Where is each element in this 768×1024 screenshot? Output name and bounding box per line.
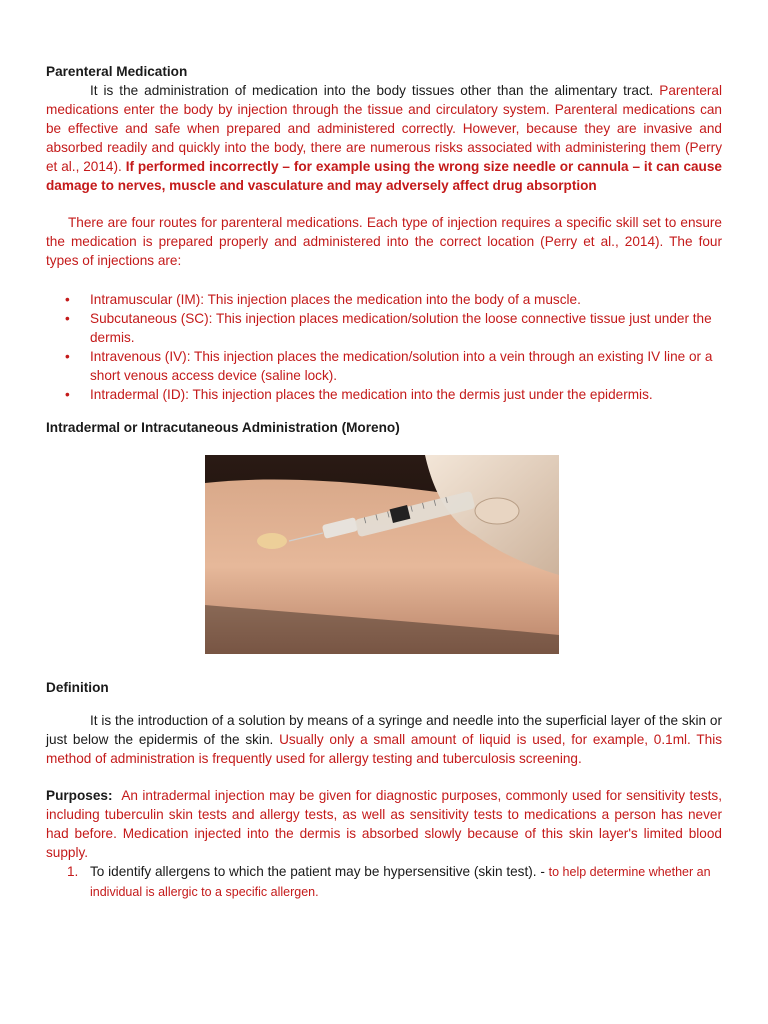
purposes-list (46, 862, 722, 902)
list-item (46, 309, 722, 347)
route-text: Intravenous (IV): This injection places the medication/solution into a vein through an existing IV line or a short venous access device (saline lock). (90, 349, 713, 383)
injection-photo-illustration (205, 455, 559, 654)
injection-photo (205, 455, 559, 654)
route-text: Intramuscular (IM): This injection places the medication into the body of a muscle. (90, 292, 581, 307)
bullet-icon: • (65, 349, 70, 364)
section-title-parenteral: Parenteral Medication (46, 64, 188, 79)
routes-list (46, 290, 722, 404)
bullet-icon: • (65, 292, 70, 307)
route-text: Intradermal (ID): This injection places the medication into the dermis just under the epidermis. (90, 387, 653, 402)
definition-paragraph (46, 711, 722, 768)
definition-red-text: Usually only a small amount of liquid is used, for example, 0.1ml. This method of administration is frequently used for allergy testing and tuberculosis screening. (46, 731, 723, 766)
section-title-intradermal: Intradermal or Intracutaneous Administration (Moreno) (46, 420, 400, 435)
bullet-icon: • (65, 387, 70, 402)
purposes-text: An intradermal injection may be given for diagnostic purposes, commonly used for sensitivity tests, including tuberculin skin tests and allergy tests, as well as sensitivity tests to medications a person has never had before. Medication injected into the dermis is absorbed slowly because of this skin layer's limited blood supply. (46, 787, 722, 860)
list-item (46, 347, 722, 385)
intro-text: It is the administration of medication into the body tissues other than the alimentary tract. (90, 83, 654, 98)
purposes-title: Purposes: (46, 787, 113, 803)
route-text: Subcutaneous (SC): This injection places medication/solution the loose connective tissue just under the dermis. (90, 311, 712, 345)
list-item (46, 290, 722, 309)
intro-warning-text: If performed incorrectly – for example using the wrong size needle or cannula – it can cause damage to nerves, muscle and vasculature and may adversely affect drug absorption (46, 159, 722, 193)
routes-intro-text: There are four routes for parenteral medications. Each type of injection requires a specific skill set to ensure the medication is prepared properly and administered into the correct location (Perry et al., 2014). The four types of injections are: (46, 215, 722, 268)
purposes-paragraph (46, 786, 722, 862)
definition-text: It is the introduction of a solution by means of a syringe and needle into the superficial layer of the skin or just below the epidermis of the skin. (46, 712, 722, 747)
purpose-text: To identify allergens to which the patient may be hypersensitive (skin test). - (90, 863, 545, 879)
paragraph-routes-intro (46, 213, 722, 270)
paragraph-intro (46, 81, 722, 195)
list-item (46, 862, 722, 902)
definition-title: Definition (46, 680, 109, 695)
list-item (46, 385, 722, 404)
document-page (46, 62, 722, 902)
purpose-red-text: to help determine whether an individual is allergic to a specific allergen. (90, 864, 711, 899)
intro-red-text: Parenteral medications enter the body by injection through the tissue and circulatory system. Parenteral medications can be effective and safe when prepared and administered correctly. However, because they are invasive and absorbed readily and quickly into the body, there are numerous risks associated with administering them (Perry et al., 2014). (46, 83, 722, 174)
list-number: 1. (67, 863, 79, 879)
bullet-icon: • (65, 311, 70, 326)
